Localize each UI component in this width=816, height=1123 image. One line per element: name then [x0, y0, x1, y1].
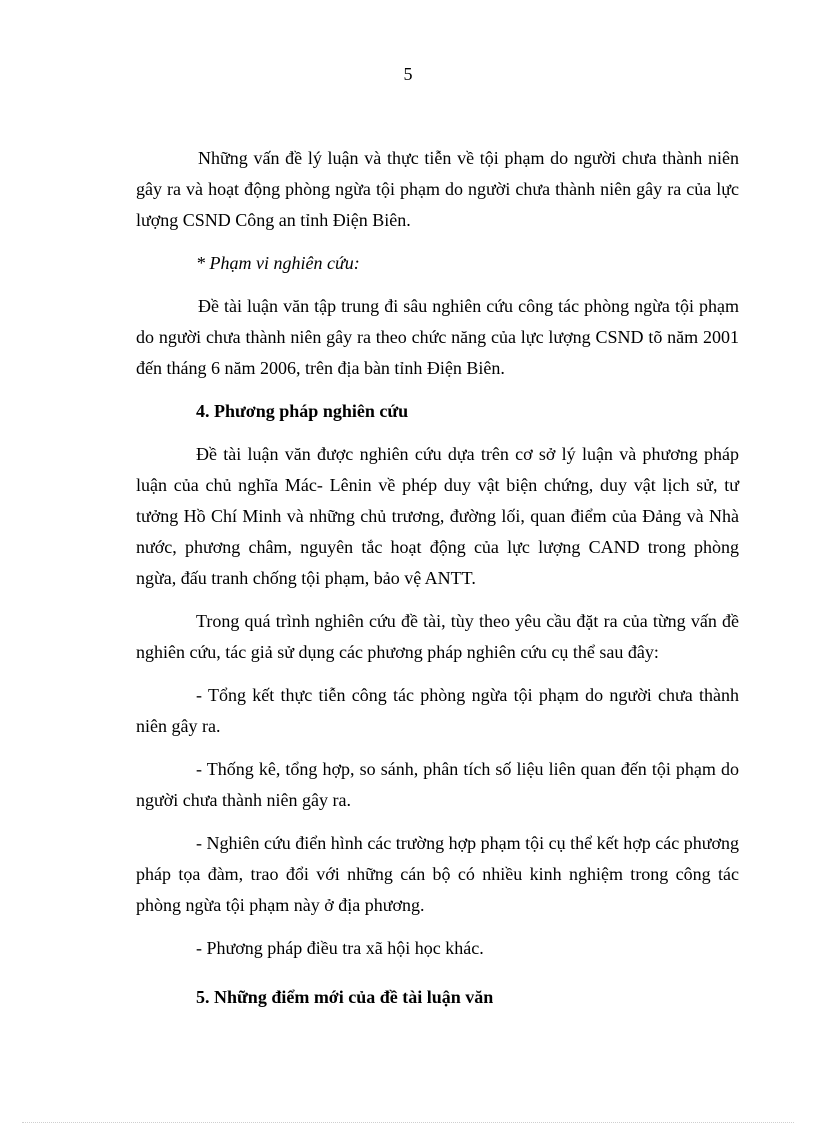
scope-label: * Phạm vi nghiên cứu: [196, 253, 360, 273]
section-heading-methods: 4. Phương pháp nghiên cứu [196, 401, 409, 421]
method-item-summary: - Tổng kết thực tiễn công tác phòng ngừa tội phạm do người chưa thành niên gây ra. [136, 685, 739, 736]
paragraph-research-object: Những vấn đề lý luận và thực tiễn về tội phạm do người chưa thành niên gây ra và hoạt động phòng ngừa tội phạm do người chưa thành niên gây ra của lực lượng CSND Công an tỉnh Điện Biên. [136, 148, 739, 230]
document-body [136, 143, 739, 1025]
method-item-statistics: - Thống kê, tổng hợp, so sánh, phân tích số liệu liên quan đến tội phạm do người chưa thành niên gây ra. [136, 759, 739, 810]
paragraph-methods-intro: Trong quá trình nghiên cứu đề tài, tùy theo yêu cầu đặt ra của từng vấn đề nghiên cứu, tác giả sử dụng các phương pháp nghiên cứu cụ thể sau đây: [136, 611, 739, 662]
page-number: 5 [403, 64, 413, 84]
method-item-case-study: - Nghiên cứu điển hình các trường hợp phạm tội cụ thể kết hợp các phương pháp tọa đàm, trao đổi với những cán bộ có nhiều kinh nghiệm trong công tác phòng ngừa tội phạm này ở địa phương. [136, 833, 739, 915]
method-item-survey: - Phương pháp điều tra xã hội học khác. [196, 938, 484, 958]
paragraph-methodology-basis: Đề tài luận văn được nghiên cứu dựa trên cơ sở lý luận và phương pháp luận của chủ nghĩa Mác- Lênin về phép duy vật biện chứng, duy vật lịch sử, tư tưởng Hồ Chí Minh và những chủ trương, đường lối, quan điểm của Đảng và Nhà nước, phương châm, nguyên tắc hoạt động của lực lượng CAND trong phòng ngừa, đấu tranh chống tội phạm, bảo vệ ANTT. [136, 444, 739, 588]
section-heading-new-points: 5. Những điểm mới của đề tài luận văn [196, 987, 494, 1007]
paragraph-research-scope: Đề tài luận văn tập trung đi sâu nghiên cứu công tác phòng ngừa tội phạm do người chưa thành niên gây ra theo chức năng của lực lượng CSND tõ năm 2001 đến tháng 6 năm 2006, trên địa bàn tỉnh Điện Biên. [136, 296, 739, 378]
